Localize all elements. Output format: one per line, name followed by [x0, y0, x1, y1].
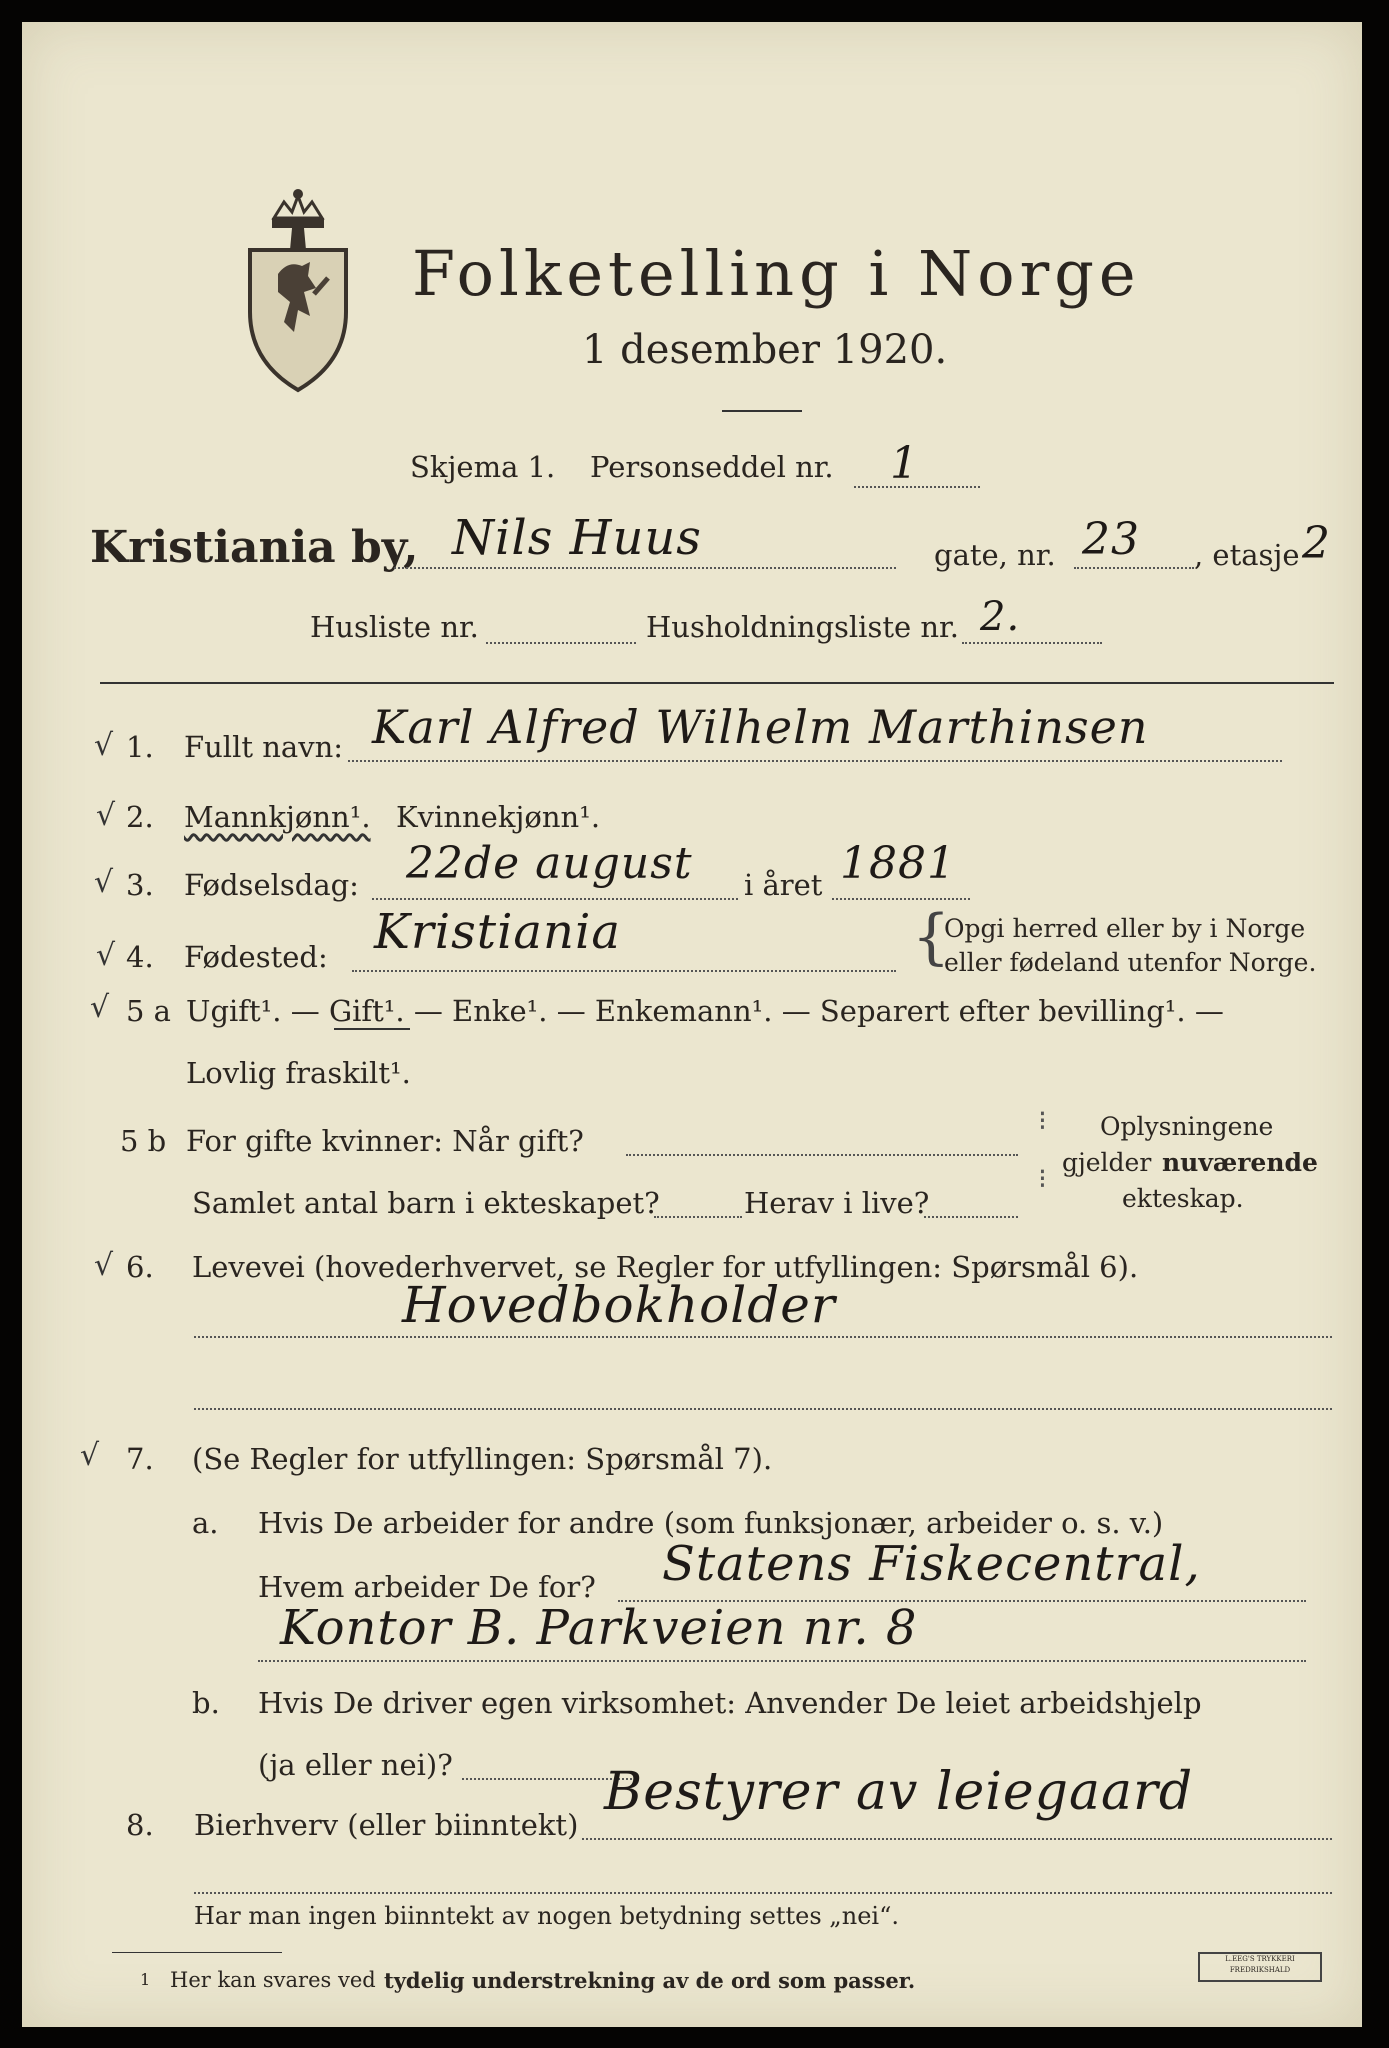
q1-number: 1. — [126, 730, 154, 764]
husliste-label: Husliste nr. — [310, 610, 479, 644]
q3-label: Fødselsdag: — [184, 868, 359, 902]
checkmark: √ — [96, 798, 116, 833]
schema-label: Skjema 1. — [410, 450, 556, 484]
q7b-letter: b. — [192, 1686, 220, 1720]
q7-number: 7. — [126, 1442, 154, 1476]
etasje-label: , etasje — [1194, 538, 1300, 572]
personseddel-nr-value: 1 — [890, 438, 919, 489]
q7b-answer-label: (ja eller nei)? — [258, 1748, 453, 1782]
checkmark: √ — [94, 865, 114, 900]
census-form: Folketelling i Norge 1 desember 1920. Skjema 1. Personseddel nr. 1 Kristiania by, Nils Huus gate, nr. 23 , etasje 2 Husliste nr. Husholdningsliste nr. 2. √ 1. Fullt navn: Karl Alfred Wilhelm Marthinsen √ 2. Mannkjønn¹. Kvinnekjønn¹. √ 3. Fødselsdag: 22de august i året 1881 √ 4. Fødested: Kristiania { Opgi herred eller by i Norge eller fødeland utenfor Norge. √ 5 a Ugift¹. — Gift¹. — Enke¹. — Enkemann¹. — Separert efter bevilling¹. — Lovlig fraskilt¹. 5 b For gifte kvinner: Når gift? Samlet antal barn i ekteskapet? Herav i live? ⁝ ⁝ Oplysningene gjelder nuværende ekteskap. √ 6. Levevei (hovederhvervet, se Regler for utfyllingen: Spørsmål 6). Hovedbokholder √ 7. (Se Regler for utfyllingen: Spørsmål 7). a. Hvis De arbeider for andre (som funksjonær, arbeider o. s. v.) Hvem arbeider De for? Statens Fiskecentral, Kontor B. Parkveien nr. 8 b. Hvis De driver egen virksomhet: Anvender De leiet arbeidshjelp (ja eller nei)? 8. Bierhverv (eller biinntekt) Bestyrer av leiegaard Har man ingen biinntekt av nogen betydning settes „nei“. 1 Her kan svares ved tydelig understrekning av de ord som passer. L.EEG'S TRYKKERI FREDRIKSHALD — [22, 22, 1362, 2027]
q5b-note-current: nuværende — [1162, 1148, 1318, 1177]
q5b-number: 5 b — [120, 1124, 167, 1158]
year-label: i året — [744, 868, 823, 902]
q5b-note-line3: ekteskap. — [1122, 1184, 1244, 1213]
q2-number: 2. — [126, 800, 154, 834]
census-date: 1 desember 1920. — [582, 327, 948, 373]
footnote-text-b: tydelig understrekning av de ord som passer. — [384, 1968, 916, 1993]
footer-note: Har man ingen biinntekt av nogen betydning settes „nei“. — [194, 1902, 899, 1930]
coat-of-arms-emblem — [244, 182, 352, 397]
form-title: Folketelling i Norge — [412, 237, 1141, 310]
birthplace-note-line1: Opgi herred eller by i Norge — [944, 914, 1306, 943]
employer-value-line2: Kontor B. Parkveien nr. 8 — [280, 1600, 918, 1656]
q3-number: 3. — [126, 868, 154, 902]
marital-status-divorced: Lovlig fraskilt¹. — [186, 1056, 411, 1090]
q5b-note-line1: Oplysningene — [1100, 1112, 1274, 1141]
q5b-alive-label: Herav i live? — [744, 1186, 930, 1220]
checkmark: √ — [96, 938, 116, 973]
footnote-text-a: Her kan svares ved — [170, 1968, 376, 1992]
q1-label: Fullt navn: — [184, 730, 344, 764]
q7-label: (Se Regler for utfyllingen: Spørsmål 7). — [192, 1442, 773, 1476]
q6-label: Levevei (hovederhvervet, se Regler for utfyllingen: Spørsmål 6). — [192, 1250, 1139, 1284]
birth-year-value: 1881 — [840, 838, 956, 889]
marital-status-options: Ugift¹. — Gift¹. — Enke¹. — Enkemann¹. — Separert efter bevilling¹. — — [186, 994, 1224, 1028]
birth-date-value: 22de august — [406, 838, 693, 889]
street-name-value: Nils Huus — [452, 510, 702, 566]
full-name-value: Karl Alfred Wilhelm Marthinsen — [372, 700, 1149, 754]
q7a-letter: a. — [192, 1506, 219, 1540]
checkmark: √ — [90, 990, 110, 1025]
husholdningsliste-label: Husholdningsliste nr. — [646, 610, 959, 644]
q5b-note-gjelder: gjelder — [1062, 1148, 1152, 1177]
occupation-value: Hovedbokholder — [402, 1276, 836, 1334]
gender-female-option: Kvinnekjønn¹. — [396, 800, 601, 834]
birthplace-value: Kristiania — [374, 904, 621, 960]
q8-number: 8. — [126, 1808, 154, 1842]
gift-underline — [334, 1028, 410, 1030]
checkmark: √ — [94, 1248, 114, 1283]
checkmark: √ — [94, 728, 114, 763]
note-bracket: { — [912, 902, 951, 972]
employer-value-line1: Statens Fiskecentral, — [662, 1536, 1201, 1592]
q4-number: 4. — [126, 940, 154, 974]
printer-stamp: L.EEG'S TRYKKERI FREDRIKSHALD — [1198, 1952, 1322, 1982]
q7b-question: Hvis De driver egen virksomhet: Anvender De leiet arbeidshjelp — [258, 1686, 1202, 1720]
checkmark: √ — [80, 1438, 100, 1473]
gate-nr-value: 23 — [1082, 514, 1140, 565]
q5b-when-married-label: For gifte kvinner: Når gift? — [186, 1124, 584, 1158]
q5b-children-label: Samlet antal barn i ekteskapet? — [192, 1186, 660, 1220]
side-occupation-value: Bestyrer av leiegaard — [604, 1762, 1194, 1822]
city-label: Kristiania by, — [90, 522, 419, 573]
gate-nr-label: gate, nr. — [934, 538, 1056, 572]
footnote-number: 1 — [140, 1970, 151, 1989]
q5a-number: 5 a — [126, 994, 171, 1028]
q8-label: Bierhverv (eller biinntekt) — [194, 1808, 579, 1842]
etasje-value: 2 — [1302, 518, 1331, 569]
personseddel-label: Personseddel nr. — [590, 450, 834, 484]
q7a-employer-label: Hvem arbeider De for? — [258, 1570, 596, 1604]
husholdningsliste-value: 2. — [980, 594, 1021, 640]
gender-male-option: Mannkjønn¹. — [184, 800, 371, 834]
q4-label: Fødested: — [184, 940, 328, 974]
birthplace-note-line2: eller fødeland utenfor Norge. — [944, 948, 1317, 977]
q7a-question: Hvis De arbeider for andre (som funksjonær, arbeider o. s. v.) — [258, 1506, 1164, 1540]
q6-number: 6. — [126, 1250, 154, 1284]
